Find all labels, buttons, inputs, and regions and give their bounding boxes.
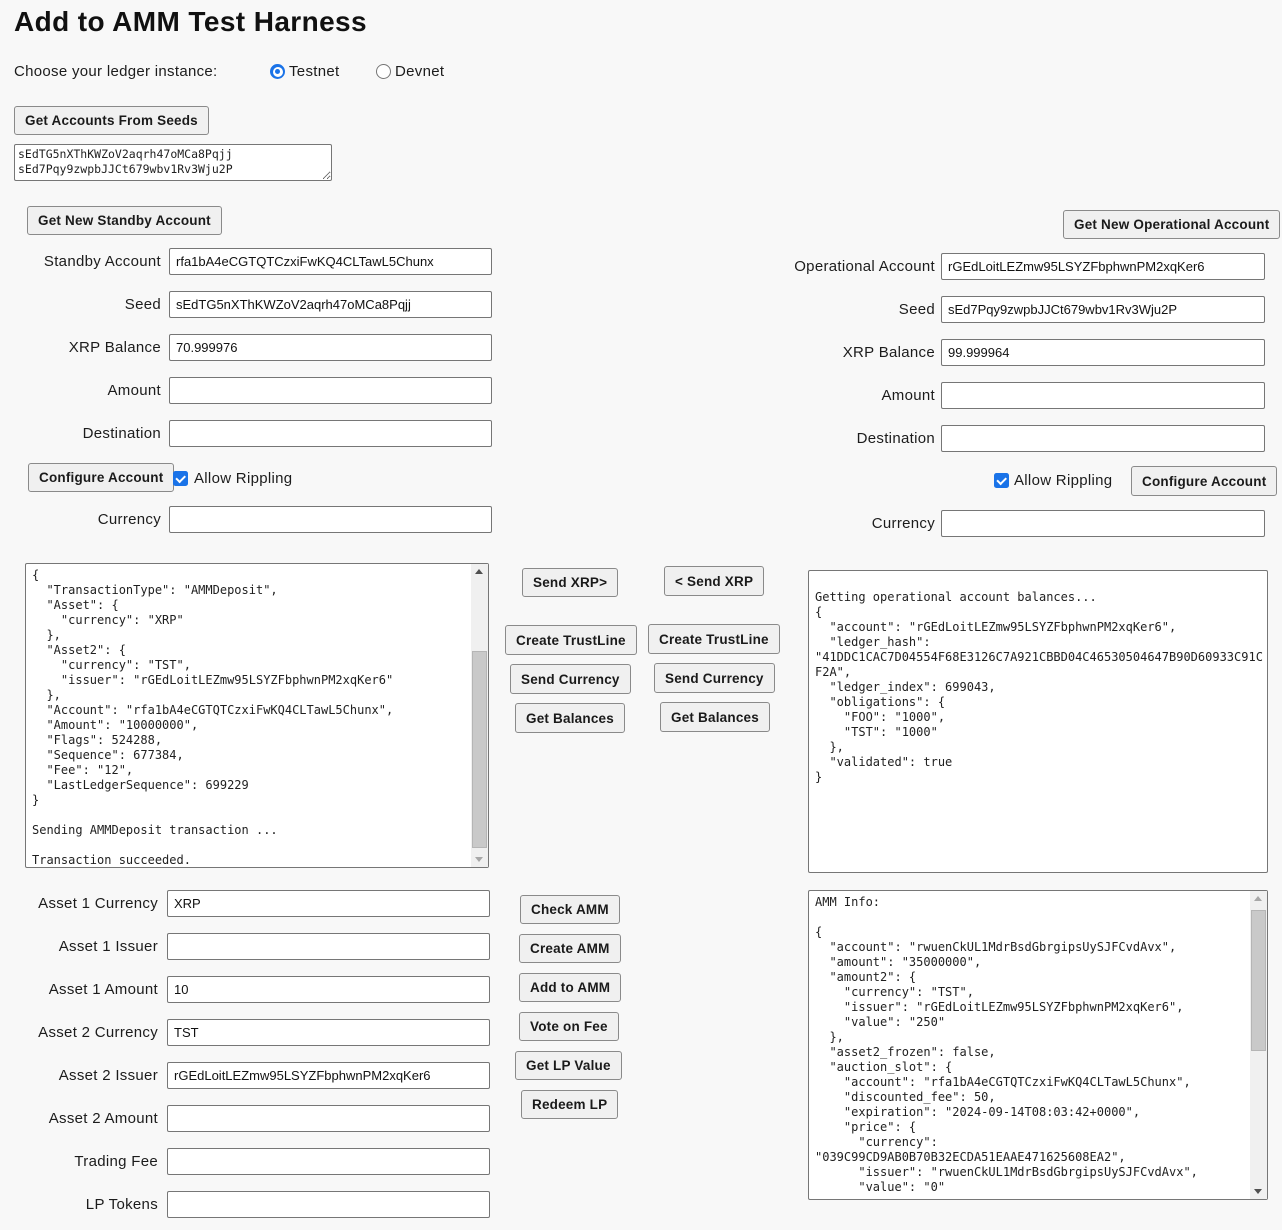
- asset1-currency-label: Asset 1 Currency: [38, 895, 158, 912]
- get-accounts-from-seeds-button[interactable]: Get Accounts From Seeds: [14, 106, 209, 135]
- asset1-currency-input[interactable]: [167, 890, 490, 917]
- testnet-radio-label: Testnet: [289, 63, 340, 80]
- operational-allow-rippling-checkbox[interactable]: [994, 473, 1009, 488]
- standby-xrp-balance-label: XRP Balance: [68, 339, 161, 356]
- standby-currency-label: Currency: [97, 511, 161, 528]
- asset2-issuer-row: [0, 1062, 490, 1089]
- asset1-currency-row: [0, 890, 490, 917]
- asset2-issuer-label: Asset 2 Issuer: [58, 1067, 158, 1084]
- operational-amount-label: Amount: [881, 387, 935, 404]
- testnet-radio[interactable]: [270, 64, 285, 79]
- operational-xrp-balance-label: XRP Balance: [842, 344, 935, 361]
- asset2-currency-input[interactable]: [167, 1019, 490, 1046]
- scrollbar-thumb[interactable]: [472, 651, 487, 848]
- lp-tokens-label: LP Tokens: [85, 1196, 158, 1213]
- operational-xrp-balance-input[interactable]: [941, 339, 1265, 366]
- operational-amount-row: [600, 382, 1265, 409]
- asset1-amount-row: [0, 976, 490, 1003]
- standby-account-label: Standby Account: [43, 253, 161, 270]
- standby-amount-label: Amount: [107, 382, 161, 399]
- operational-account-input[interactable]: [941, 253, 1265, 280]
- standby-amount-row: [0, 377, 492, 404]
- standby-destination-label: Destination: [82, 425, 161, 442]
- trading-fee-row: [0, 1148, 490, 1175]
- ledger-instance-chooser: [14, 62, 614, 82]
- standby-log-scrollbar[interactable]: [471, 564, 488, 867]
- get-lp-value-button[interactable]: Get LP Value: [515, 1051, 622, 1080]
- devnet-radio-label: Devnet: [395, 63, 445, 80]
- asset1-issuer-input[interactable]: [167, 933, 490, 960]
- operational-allow-rippling-label: Allow Rippling: [1014, 472, 1113, 489]
- operational-get-balances-button[interactable]: Get Balances: [660, 702, 770, 732]
- asset1-amount-input[interactable]: [167, 976, 490, 1003]
- operational-currency-row: [600, 510, 1265, 537]
- asset2-currency-label: Asset 2 Currency: [38, 1024, 158, 1041]
- scroll-down-button[interactable]: [1250, 1182, 1267, 1199]
- standby-xrp-balance-input[interactable]: [169, 334, 492, 361]
- amm-info-log[interactable]: [808, 890, 1268, 1200]
- redeem-lp-button[interactable]: Redeem LP: [521, 1090, 618, 1119]
- add-to-amm-button[interactable]: Add to AMM: [519, 973, 621, 1002]
- standby-results-log-wrap: [25, 563, 489, 868]
- ledger-chooser-label: Choose your ledger instance:: [14, 63, 218, 80]
- standby-send-currency-button[interactable]: Send Currency: [510, 664, 631, 694]
- operational-seed-row: [600, 296, 1265, 323]
- operational-seed-label: Seed: [898, 301, 935, 318]
- standby-currency-input[interactable]: [169, 506, 492, 533]
- scroll-up-button[interactable]: [471, 564, 488, 581]
- trading-fee-label: Trading Fee: [74, 1153, 158, 1170]
- amm-info-scrollbar[interactable]: [1250, 891, 1267, 1199]
- asset1-amount-label: Asset 1 Amount: [48, 981, 158, 998]
- asset2-currency-row: [0, 1019, 490, 1046]
- asset1-issuer-label: Asset 1 Issuer: [58, 938, 158, 955]
- page-title: Add to AMM Test Harness: [14, 6, 368, 37]
- send-xrp-to-standby-button[interactable]: < Send XRP: [664, 566, 764, 596]
- operational-configure-account-button[interactable]: Configure Account: [1131, 466, 1277, 496]
- get-new-operational-account-button[interactable]: Get New Operational Account: [1063, 210, 1280, 239]
- standby-seed-row: [0, 291, 492, 318]
- asset2-amount-row: [0, 1105, 490, 1132]
- operational-destination-row: [600, 425, 1265, 452]
- create-amm-button[interactable]: Create AMM: [519, 934, 621, 963]
- operational-currency-label: Currency: [871, 515, 935, 532]
- standby-amount-input[interactable]: [169, 377, 492, 404]
- trading-fee-input[interactable]: [167, 1148, 490, 1175]
- operational-currency-input[interactable]: [941, 510, 1265, 537]
- standby-seed-input[interactable]: [169, 291, 492, 318]
- operational-results-log[interactable]: [808, 570, 1268, 873]
- operational-amount-input[interactable]: [941, 382, 1265, 409]
- standby-account-input[interactable]: [169, 248, 492, 275]
- standby-account-row: [0, 248, 492, 275]
- operational-seed-input[interactable]: [941, 296, 1265, 323]
- asset1-issuer-row: [0, 933, 490, 960]
- standby-currency-row: [0, 506, 492, 533]
- standby-destination-input[interactable]: [169, 420, 492, 447]
- operational-destination-input[interactable]: [941, 425, 1265, 452]
- lp-tokens-input[interactable]: [167, 1191, 490, 1218]
- operational-create-trustline-button[interactable]: Create TrustLine: [648, 624, 780, 654]
- send-xrp-to-operational-button[interactable]: Send XRP>: [522, 568, 618, 597]
- operational-account-label: Operational Account: [794, 258, 935, 275]
- scroll-up-button[interactable]: [1250, 891, 1267, 908]
- get-new-standby-account-button[interactable]: Get New Standby Account: [27, 206, 222, 235]
- scroll-down-button[interactable]: [471, 850, 488, 867]
- operational-xrp-balance-row: [600, 339, 1265, 366]
- standby-create-trustline-button[interactable]: Create TrustLine: [505, 625, 637, 655]
- vote-on-fee-button[interactable]: Vote on Fee: [519, 1012, 619, 1041]
- lp-tokens-row: [0, 1191, 490, 1218]
- standby-get-balances-button[interactable]: Get Balances: [515, 703, 625, 733]
- standby-allow-rippling-label: Allow Rippling: [194, 470, 293, 487]
- operational-account-row: [600, 253, 1265, 280]
- standby-seed-label: Seed: [124, 296, 161, 313]
- standby-destination-row: [0, 420, 492, 447]
- asset2-issuer-input[interactable]: [167, 1062, 490, 1089]
- standby-configure-account-button[interactable]: Configure Account: [28, 463, 174, 492]
- devnet-radio[interactable]: [376, 64, 391, 79]
- operational-results-log-wrap: [808, 570, 1268, 873]
- asset2-amount-label: Asset 2 Amount: [48, 1110, 158, 1127]
- operational-destination-label: Destination: [856, 430, 935, 447]
- operational-send-currency-button[interactable]: Send Currency: [654, 663, 775, 693]
- check-amm-button[interactable]: Check AMM: [520, 895, 620, 924]
- amm-info-log-wrap: [808, 890, 1268, 1200]
- standby-xrp-balance-row: [0, 334, 492, 361]
- standby-allow-rippling-checkbox[interactable]: [173, 471, 188, 486]
- asset2-amount-input[interactable]: [167, 1105, 490, 1132]
- scrollbar-thumb[interactable]: [1251, 910, 1266, 1051]
- standby-results-log[interactable]: [25, 563, 489, 868]
- seeds-input[interactable]: [14, 144, 332, 181]
